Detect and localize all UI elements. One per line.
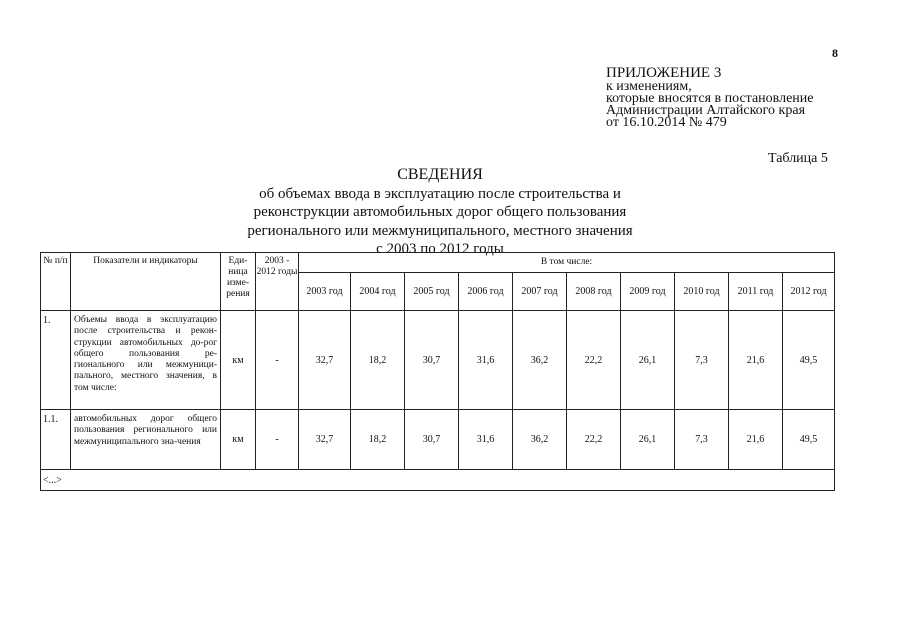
row-value: 36,2: [513, 410, 567, 470]
subtitle-line: регионального или межмуниципального, местного значения: [247, 222, 633, 239]
header-year: 2005 год: [405, 273, 459, 311]
appendix-line: от 16.10.2014 № 479: [606, 115, 727, 130]
row-value: 30,7: [405, 410, 459, 470]
header-total: 2003 - 2012 годы: [256, 253, 299, 311]
row-value: 32,7: [299, 410, 351, 470]
row-value: 7,3: [675, 311, 729, 410]
header-num: № п/п: [41, 253, 71, 311]
row-number: 1.1.: [41, 410, 71, 470]
subtitle-line: реконструкции автомобильных дорог общего пользования: [253, 204, 627, 220]
title-block: [200, 166, 680, 259]
row-value: 21,6: [729, 311, 783, 410]
row-value: 49,5: [783, 410, 835, 470]
header-row: [41, 253, 835, 273]
row-value: 31,6: [459, 410, 513, 470]
row-value: 30,7: [405, 311, 459, 410]
header-indicator: Показатели и индикаторы: [71, 253, 221, 311]
row-indicator: Объемы ввода в эксплуатацию после строительства и рекон-струкции автомобильных до-рог общего пользования ре-гионального или межмуници-пального, местного значения, в том числе:: [71, 311, 221, 410]
row-value: 26,1: [621, 410, 675, 470]
header-year: 2003 год: [299, 273, 351, 311]
row-value: 21,6: [729, 410, 783, 470]
header-year: 2011 год: [729, 273, 783, 311]
table-label: Таблица 5: [768, 151, 828, 166]
row-value: 26,1: [621, 311, 675, 410]
row-value: 36,2: [513, 311, 567, 410]
appendix-line: к изменениям,: [606, 79, 692, 94]
row-value: 32,7: [299, 311, 351, 410]
row-value: 22,2: [567, 311, 621, 410]
continuation-marker: <...>: [41, 470, 835, 491]
row-unit: км: [221, 311, 256, 410]
row-total: -: [256, 410, 299, 470]
row-value: 49,5: [783, 311, 835, 410]
header-year: 2008 год: [567, 273, 621, 311]
header-year: 2004 год: [351, 273, 405, 311]
row-value: 31,6: [459, 311, 513, 410]
subtitle-line: с 2003 по 2012 годы: [376, 241, 504, 257]
header-year: 2007 год: [513, 273, 567, 311]
header-year: 2012 год: [783, 273, 835, 311]
row-value: 18,2: [351, 311, 405, 410]
header-year: 2009 год: [621, 273, 675, 311]
header-including: В том числе:: [299, 253, 835, 273]
row-indicator: автомобильных дорог общего пользования регионального или межмуниципального зна-чения: [71, 410, 221, 470]
row-value: 22,2: [567, 410, 621, 470]
row-total: -: [256, 311, 299, 410]
data-table: [40, 252, 835, 491]
row-number: 1.: [41, 311, 71, 410]
appendix-line: которые вносятся в постановление: [606, 91, 814, 106]
row-value: 18,2: [351, 410, 405, 470]
page-number: 8: [832, 46, 838, 60]
appendix-line: Администрации Алтайского края: [606, 103, 806, 118]
appendix-heading: ПРИЛОЖЕНИЕ 3: [606, 65, 722, 81]
table-row: [41, 311, 835, 410]
header-unit: Еди-ница изме-рения: [221, 253, 256, 311]
row-unit: км: [221, 410, 256, 470]
header-year: 2006 год: [459, 273, 513, 311]
appendix-block: [606, 66, 814, 129]
row-value: 7,3: [675, 410, 729, 470]
document-title: СВЕДЕНИЯ: [397, 166, 483, 183]
header-year: 2010 год: [675, 273, 729, 311]
subtitle-line: об объемах ввода в эксплуатацию после строительства и: [259, 185, 621, 202]
table-row: [41, 410, 835, 470]
footer-row: [41, 470, 835, 491]
